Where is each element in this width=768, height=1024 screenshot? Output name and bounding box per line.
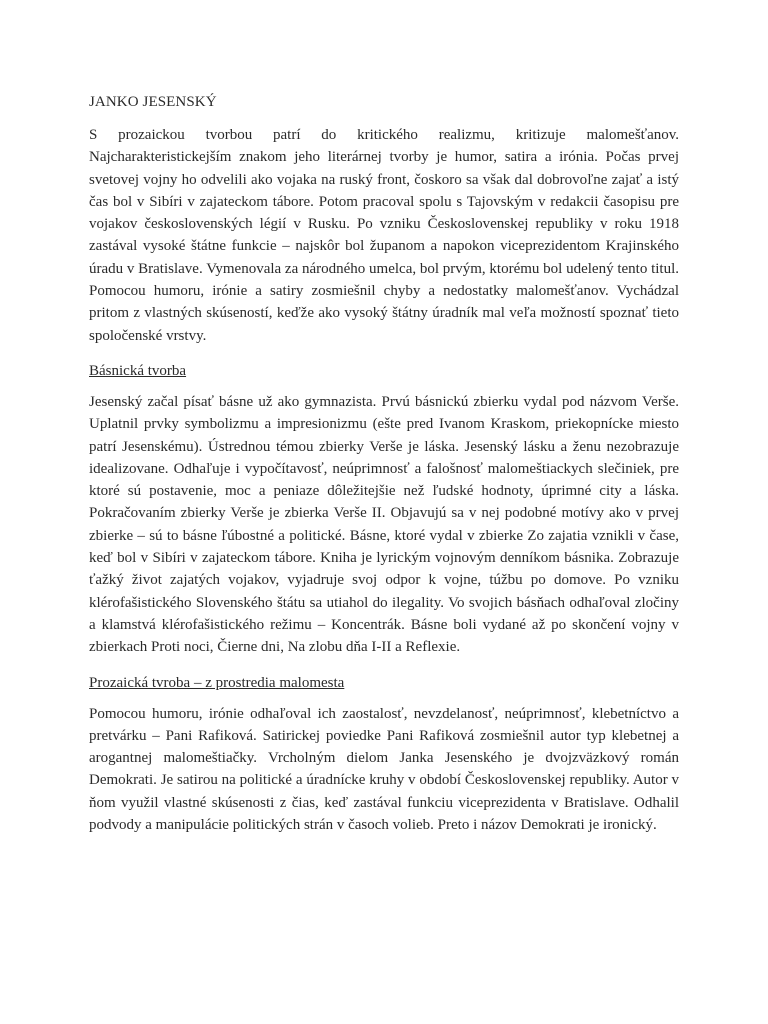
- section-paragraph-prose: Pomocou humoru, irónie odhaľoval ich zaostalosť, nevzdelanosť, neúprimnosť, klebetníctvo a pretvárku – Pani Rafiková. Satirickej poviedke Pani Rafiková zosmiešnil autor typ klebetnej a arogantnej malomeštiačky. Vrcholným dielom Janka Jesenského je dvojzväzkový román Demokrati. Je satirou na politické a úradnícke kruhy v období Československej republiky. Autor v ňom využil vlastné skúsenosti z čias, keď zastával funkciu viceprezidenta v Bratislave. Odhalil podvody a manipulácie politických strán v časoch volieb. Preto i názov Demokrati je ironický.: [89, 705, 679, 834]
- document-page: [89, 90, 679, 848]
- section-heading-poetry: Básnická tvorba: [89, 362, 187, 379]
- section-heading-prose: Prozaická tvroba – z prostredia malomesta: [89, 674, 345, 691]
- document-title: JANKO JESENSKÝ: [89, 94, 217, 110]
- intro-paragraph: S prozaickou tvorbou patrí do kritického realizmu, kritizuje malomešťanov. Najcharakteristickejším znakom jeho literárnej tvorby je humor, satira a irónia. Počas prvej svetovej vojny ho odvelili ako vojaka na ruský front, čoskoro sa však dal dobrovoľne zajať a istý čas bol v Sibíri v zajateckom tábore. Potom pracoval spolu s Tajovským v redakcii časopisu pre vojakov československých légií v Rusku. Po vzniku Československej republiky v roku 1918 zastával vysoké štátne funkcie – najskôr bol županom a napokon viceprezidentom Krajinského úradu v Bratislave. Vymenovala za národného umelca, bol prvým, ktorému bol udelený tento titul. Pomocou humoru, irónie a satiry zosmiešnil chyby a nedostatky malomešťanov. Vychádzal pritom z vlastných skúseností, keďže ako vysoký štátny úradník mal veľa možností spoznať tieto spoločenské vrstvy.: [89, 127, 679, 344]
- section-paragraph-poetry: Jesenský začal písať básne už ako gymnazista. Prvú básnickú zbierku vydal pod názvom Verše. Uplatnil prvky symbolizmu a impresionizmu (ešte pred Ivanom Kraskom, priekopnícke miesto patrí Jesenskému). Ústrednou témou zbierky Verše je láska. Jesenský lásku a ženu nezobrazuje idealizovane. Odhaľuje i vypočítavosť, neúprimnosť a falošnosť malomeštiackych slečiniek, pre ktoré sú postavenie, moc a peniaze dôležitejšie než ľudské hodnoty, úprimné city a láska. Pokračovaním zbierky Verše je zbierka Verše II. Objavujú sa v nej podobné motívy ako v prvej zbierke – sú to básne ľúbostné a politické. Básne, ktoré vydal v zbierke Zo zajatia vznikli v čase, keď bol v Sibíri v zajateckom tábore. Kniha je lyrickým vojnovým denníkom básnika. Zobrazuje ťažký život zajatých vojakov, vyjadruje svoj odpor k vojne, túžbu po domove. Po vzniku klérofašistického Slovenského štátu sa utiahol do ilegality. Vo svojich básňach odhaľoval zločiny a klamstvá klérofašistického režimu – Koncentrák. Básne boli vydané až po skončení vojny v zbierkach Proti noci, Čierne dni, Na zlobu dňa I-II a Reflexie.: [89, 393, 679, 656]
